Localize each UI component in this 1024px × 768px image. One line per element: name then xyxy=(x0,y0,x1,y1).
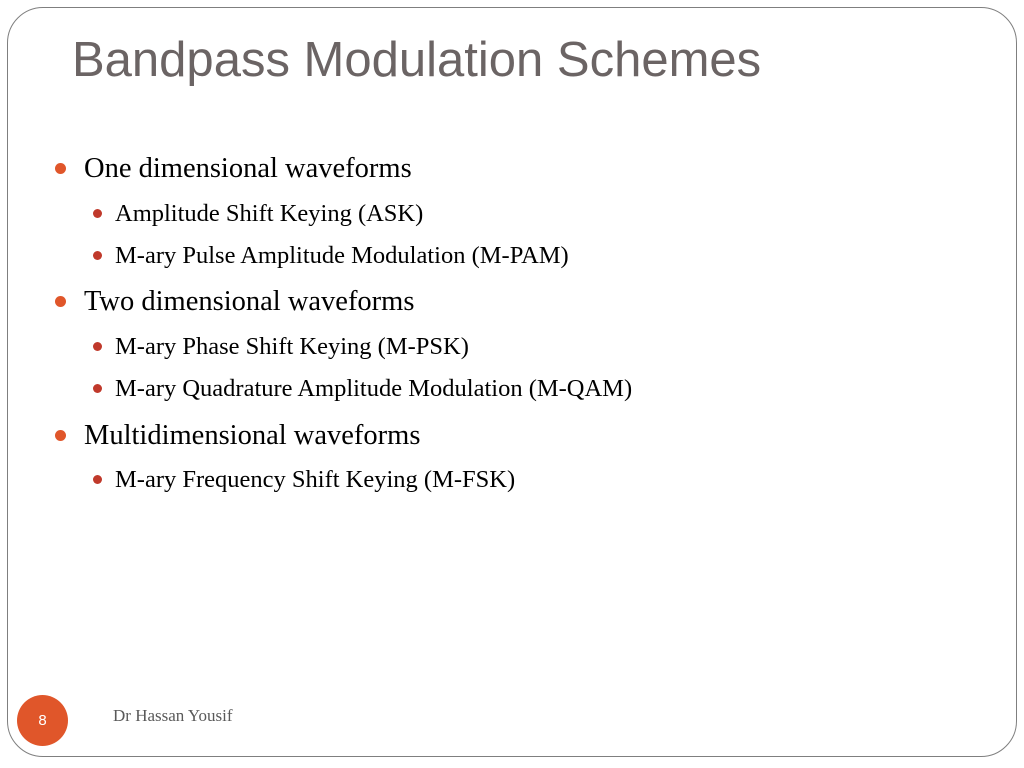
bullet-label: Multidimensional waveforms xyxy=(84,420,421,451)
bullet-dot-icon xyxy=(55,163,66,174)
sub-bullet-m-pam xyxy=(115,240,569,272)
page-number-badge xyxy=(17,695,68,746)
page-number: 8 xyxy=(38,712,47,729)
slide-title: Bandpass Modulation Schemes xyxy=(72,33,762,87)
footer-author: Dr Hassan Yousif xyxy=(113,706,233,725)
bullet-two-dimensional xyxy=(84,284,414,320)
sub-bullet-dot-icon xyxy=(93,342,102,351)
sub-bullet-label: Amplitude Shift Keying (ASK) xyxy=(115,200,424,227)
sub-bullet-label: M-ary Pulse Amplitude Modulation (M-PAM) xyxy=(115,242,569,269)
bullet-multidimensional xyxy=(84,418,420,454)
sub-bullet-label: M-ary Frequency Shift Keying (M-FSK) xyxy=(115,466,516,493)
sub-bullet-dot-icon xyxy=(93,475,102,484)
sub-bullet-dot-icon xyxy=(93,251,102,260)
bullet-dot-icon xyxy=(55,296,66,307)
sub-bullet-dot-icon xyxy=(93,209,102,218)
bullet-label: One dimensional waveforms xyxy=(84,153,412,184)
sub-bullet-ask xyxy=(115,198,423,230)
sub-bullet-label: M-ary Quadrature Amplitude Modulation (M-QAM) xyxy=(115,375,633,402)
bullet-dot-icon xyxy=(55,430,66,441)
sub-bullet-label: M-ary Phase Shift Keying (M-PSK) xyxy=(115,333,469,360)
sub-bullet-dot-icon xyxy=(93,384,102,393)
bullet-one-dimensional xyxy=(84,151,412,187)
bullet-label: Two dimensional waveforms xyxy=(84,286,415,317)
sub-bullet-m-fsk xyxy=(115,464,515,496)
sub-bullet-m-psk xyxy=(115,331,469,363)
sub-bullet-m-qam xyxy=(115,373,632,405)
